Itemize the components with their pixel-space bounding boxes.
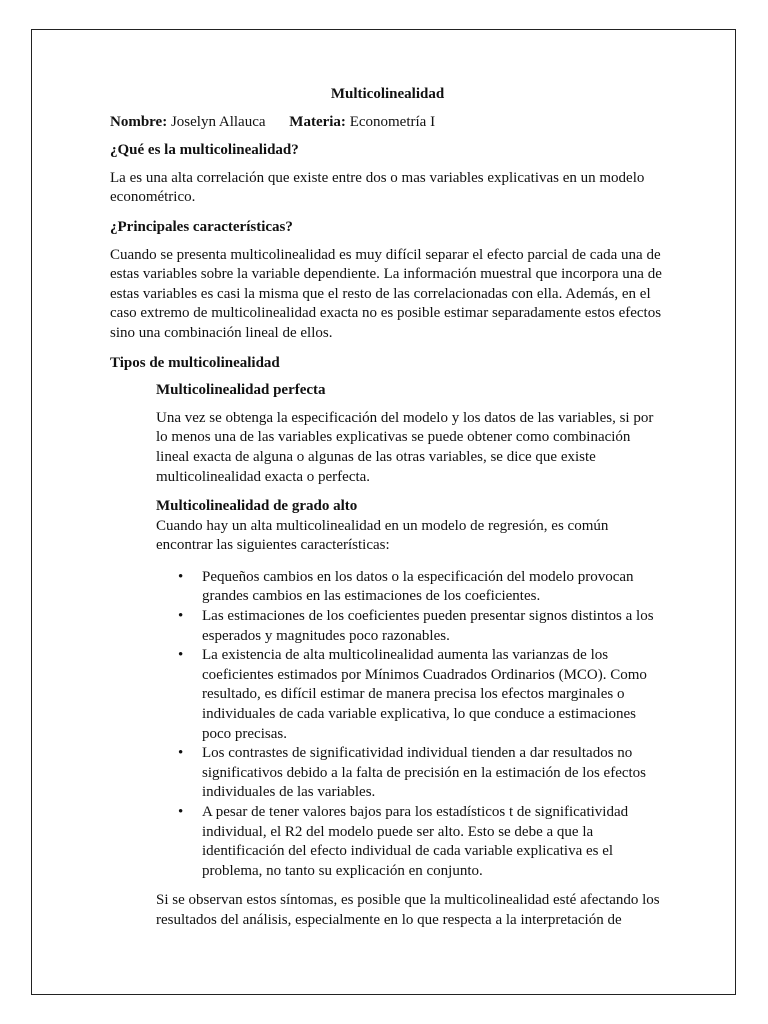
list-item-text: La existencia de alta multicolinealidad aumenta las varianzas de los coeficientes estimados por Mínimos Cuadrados Ordinarios (MCO). Como resultado, es difícil estimar de manera precisa los efectos marginales o individuales de cada variable explicativa, lo que conduce a estimaciones poco precisas. bbox=[202, 647, 647, 742]
perfect-multicollinearity-text: Una vez se obtenga la especificación del modelo y los datos de las variables, si por lo menos una de las variables explicativas se puede obtener como combinación lineal exacta de alguna o algunas de las otras variables, se dice que existe multicolinealidad exacta o perfecta. bbox=[156, 409, 654, 485]
bullet-icon: • bbox=[178, 647, 184, 664]
question-1-heading: ¿Qué es la multicolinealidad? bbox=[110, 142, 299, 159]
list-item-text: Los contrastes de significatividad individual tienden a dar resultados no significativos debido a la falta de precisión en la estimación de los efectos individuales de las variables. bbox=[202, 745, 647, 801]
types-heading: Tipos de multicolinealidad bbox=[110, 354, 280, 371]
list-item bbox=[156, 607, 665, 646]
closing-paragraph: Si se observan estos síntomas, es posible que la multicolinealidad esté afectando los resultados del análisis, especialmente en lo que respecta a la interpretación de bbox=[156, 892, 660, 928]
list-item bbox=[156, 568, 665, 607]
list-item bbox=[156, 803, 665, 881]
types-section bbox=[156, 381, 665, 930]
list-item bbox=[156, 646, 665, 744]
perfect-multicollinearity-heading: Multicolinealidad perfecta bbox=[156, 382, 326, 399]
name-value: Joselyn Allauca bbox=[170, 113, 266, 130]
list-item bbox=[156, 744, 665, 803]
bullet-icon: • bbox=[178, 745, 184, 762]
document-title: Multicolinealidad bbox=[330, 86, 445, 102]
author-line bbox=[110, 113, 665, 133]
name-label: Nombre: bbox=[110, 113, 168, 130]
high-multicollinearity-intro: Cuando hay un alta multicolinealidad en un modelo de regresión, es común encontrar las siguientes características: bbox=[156, 517, 609, 554]
list-item-text: A pesar de tener valores bajos para los estadísticos t de significatividad individual, el R2 del modelo puede ser alto. Esto se debe a que la identificación del efecto individual de cada variable explicativa es el problema, no tanto su explicación en conjunto. bbox=[202, 804, 629, 879]
characteristics-list bbox=[156, 568, 665, 882]
list-item-text: Pequeños cambios en los datos o la especificación del modelo provocan grandes cambios en las estimaciones de los coeficientes. bbox=[202, 568, 634, 605]
high-multicollinearity-heading: Multicolinealidad de grado alto bbox=[156, 498, 358, 515]
list-item-text: Las estimaciones de los coeficientes pueden presentar signos distintos a los esperados y magnitudes poco razonables. bbox=[202, 608, 654, 644]
subject-value: Econometría I bbox=[349, 113, 436, 130]
question-2-answer: Cuando se presenta multicolinealidad es muy difícil separar el efecto parcial de cada una de estas variables sobre la variable dependiente. La información muestral que incorpora una de estas variables es casi la misma que el resto de las correlacionadas con ella. Además, en el caso extremo de multicolinealidad exacta no es posible estimar separadamente estos efectos sino una combinación lineal de ellos. bbox=[110, 246, 662, 341]
bullet-icon: • bbox=[178, 804, 184, 820]
document-content bbox=[110, 85, 665, 941]
document-page bbox=[31, 29, 736, 995]
question-1-answer: La es una alta correlación que existe entre dos o mas variables explicativas en un modelo econométrico. bbox=[110, 169, 645, 206]
question-2-heading: ¿Principales características? bbox=[110, 218, 293, 235]
subject-label: Materia: bbox=[289, 113, 346, 130]
bullet-icon: • bbox=[178, 568, 184, 585]
bullet-icon: • bbox=[178, 608, 184, 625]
